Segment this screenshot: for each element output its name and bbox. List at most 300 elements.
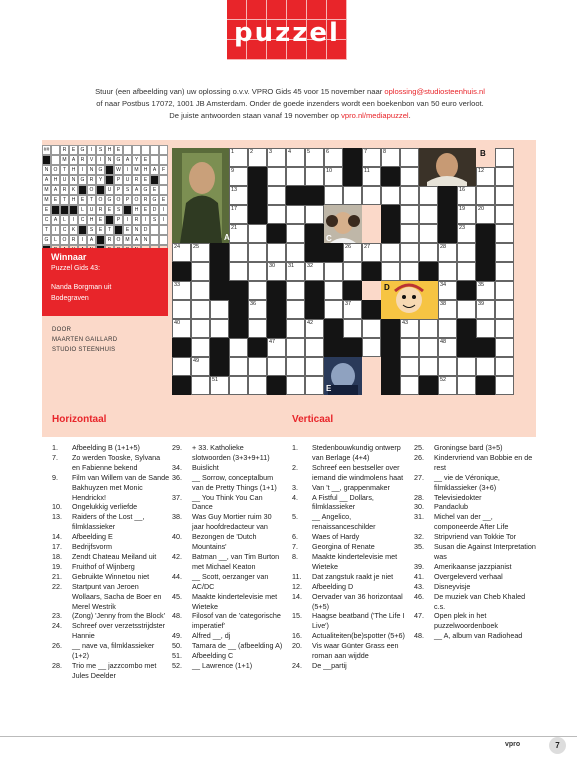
crossword-cell[interactable] — [267, 205, 286, 224]
clue-number: 1 — [231, 149, 235, 155]
mini-cell: H — [87, 215, 96, 225]
mini-cell: A — [51, 185, 60, 195]
mini-cell: T — [60, 165, 69, 175]
mini-cell: L — [60, 215, 69, 225]
mini-cell: R — [132, 215, 141, 225]
crossword-block — [381, 357, 400, 376]
mini-cell — [78, 185, 87, 195]
mini-cell: L — [51, 235, 60, 245]
clue-number: 19 — [459, 206, 466, 212]
crossword-cell[interactable] — [267, 186, 286, 205]
crossword-block — [381, 338, 400, 357]
crossword-cell[interactable] — [495, 262, 514, 281]
mini-cell: I — [141, 215, 150, 225]
crossword-cell[interactable] — [438, 262, 457, 281]
crossword-cell[interactable] — [248, 262, 267, 281]
crossword-cell[interactable] — [324, 167, 343, 186]
crossword-cell[interactable] — [191, 300, 210, 319]
mini-cell: N — [141, 235, 150, 245]
crossword-cell[interactable] — [400, 186, 419, 205]
crossword-cell[interactable] — [305, 262, 324, 281]
crossword-cell[interactable] — [343, 300, 362, 319]
crossword-cell[interactable] — [248, 224, 267, 243]
mini-cell: O — [96, 195, 105, 205]
crossword-cell[interactable] — [286, 357, 305, 376]
crossword-block — [476, 243, 495, 262]
crossword-cell[interactable] — [381, 262, 400, 281]
mini-cell — [150, 145, 159, 155]
crossword-cell[interactable] — [191, 319, 210, 338]
mini-cell — [132, 145, 141, 155]
clue-number: 49 — [193, 358, 200, 364]
mini-cell: M — [132, 165, 141, 175]
crossword-cell[interactable] — [191, 243, 210, 262]
mini-cell: A — [132, 185, 141, 195]
crossword-cell[interactable] — [476, 357, 495, 376]
crossword-cell[interactable] — [267, 357, 286, 376]
mini-cell: H — [105, 145, 114, 155]
crossword-cell[interactable] — [172, 300, 191, 319]
mini-cell — [78, 225, 87, 235]
crossword-cell[interactable] — [495, 148, 514, 167]
crossword-block — [267, 281, 286, 300]
mini-cell: E — [51, 195, 60, 205]
crossword-cell[interactable] — [305, 167, 324, 186]
clue-item: 43. Disneyvisje — [414, 581, 471, 591]
solution-link[interactable]: vpro.nl/mediapuzzel — [341, 111, 409, 120]
mini-cell — [51, 145, 60, 155]
crossword-cell[interactable] — [324, 300, 343, 319]
crossword-block — [210, 357, 229, 376]
clue-number: 7 — [364, 149, 368, 155]
crossword-cell[interactable] — [419, 338, 438, 357]
mini-cell — [150, 235, 159, 245]
winner-title: Winnaar — [51, 252, 87, 262]
intro-text: Stuur (een afbeelding van) uw oplossing o.v.v. VPRO Gids 45 voor 15 november naar oplossing@studiosteenhuis.nl of naar Postbus 17072, 1001 JB Amsterdam. Onder de goede inzenders wordt een boekenbon van 50 euro verloot. De juiste antwoorden staan vanaf 19 november op vpro.nl/mediapuzzel. — [40, 86, 540, 122]
crossword-block — [248, 338, 267, 357]
crossword-cell[interactable] — [229, 243, 248, 262]
mini-cell: R — [87, 175, 96, 185]
crossword-cell[interactable] — [305, 357, 324, 376]
crossword-cell[interactable] — [248, 148, 267, 167]
clue-number: 5 — [307, 149, 311, 155]
crossword-cell[interactable] — [172, 243, 191, 262]
crossword-block — [324, 319, 343, 338]
clue-number: 24 — [174, 244, 181, 250]
mini-cell: M — [60, 155, 69, 165]
clue-number: 21 — [231, 225, 238, 231]
crossword-cell[interactable] — [495, 357, 514, 376]
crossword-cell[interactable] — [172, 319, 191, 338]
crossword-cell[interactable] — [324, 186, 343, 205]
crossword-cell[interactable] — [495, 167, 514, 186]
clue-item: 13. Raiders of the Lost __, filmklassieker — [52, 512, 145, 532]
mini-cell — [105, 165, 114, 175]
crossword-cell[interactable] — [457, 262, 476, 281]
crossword-cell[interactable] — [343, 319, 362, 338]
crossword-cell[interactable] — [438, 281, 457, 300]
crossword-cell[interactable] — [305, 205, 324, 224]
mini-cell: I — [87, 145, 96, 155]
vertical-clues-2 — [414, 443, 536, 641]
clue-number: 11 — [364, 168, 370, 174]
crossword-cell[interactable] — [381, 186, 400, 205]
mini-cell: E — [69, 145, 78, 155]
crossword-block — [343, 167, 362, 186]
mini-cell: E — [114, 145, 123, 155]
crossword-cell[interactable] — [248, 376, 267, 395]
crossword-cell[interactable] — [229, 262, 248, 281]
mini-cell: P — [114, 175, 123, 185]
crossword-cell[interactable] — [343, 186, 362, 205]
crossword-cell[interactable] — [324, 262, 343, 281]
clue-number: 27 — [364, 244, 371, 250]
mini-cell: H — [51, 175, 60, 185]
crossword-cell[interactable] — [362, 186, 381, 205]
crossword-block — [305, 243, 324, 262]
crossword-cell[interactable] — [400, 319, 419, 338]
picture-d-label: D — [384, 283, 390, 292]
crossword-cell[interactable] — [495, 300, 514, 319]
clue-item: 15. Haagse beatband ('The Life I Live') — [292, 611, 405, 631]
mini-cell — [42, 155, 51, 165]
mini-cell: R — [78, 155, 87, 165]
winner-box — [42, 248, 168, 316]
crossword-cell[interactable] — [476, 167, 495, 186]
crossword-block — [476, 224, 495, 243]
clue-item: 2. Schreef een bestseller over iemand die windmolens haat — [292, 462, 404, 482]
mini-cell — [150, 225, 159, 235]
mini-cell: E — [78, 195, 87, 205]
picture-b-label: B — [480, 149, 486, 158]
crossword-cell[interactable] — [400, 262, 419, 281]
crossword-cell[interactable] — [457, 243, 476, 262]
clue-item: 18. Zendt Chateau Meiland uit — [52, 551, 157, 561]
crossword-cell[interactable] — [229, 205, 248, 224]
mini-cell — [159, 225, 168, 235]
crossword-cell[interactable] — [419, 224, 438, 243]
crossword-cell[interactable] — [400, 167, 419, 186]
crossword-cell[interactable] — [191, 357, 210, 376]
clue-item: 7. Georgina of Renate — [292, 542, 375, 552]
crossword-cell[interactable] — [457, 186, 476, 205]
clue-number: 28 — [440, 244, 447, 250]
crossword-cell[interactable] — [495, 224, 514, 243]
crossword-block — [305, 186, 324, 205]
clue-number: 25 — [193, 244, 200, 250]
clue-number: 34 — [440, 282, 447, 288]
crossword-cell[interactable] — [495, 205, 514, 224]
clue-item: 48. Filosof van de 'categorische imperatief' — [172, 611, 281, 631]
picture-a — [172, 148, 229, 243]
mini-cell: E — [150, 185, 159, 195]
mini-cell: T — [42, 225, 51, 235]
credits: DOOR MAARTEN GAILLARD STUDIO STEENHUIS — [52, 327, 118, 353]
crossword-cell[interactable] — [286, 243, 305, 262]
intro-line-2: of naar Postbus 17072, 1001 JB Amsterdam. Onder de goede inzenders wordt een boekenbon van 50 euro verloot. — [96, 99, 484, 108]
mini-cell: C — [42, 215, 51, 225]
crossword-cell[interactable] — [286, 281, 305, 300]
picture-c-label: C — [326, 234, 332, 243]
mini-cell: R — [132, 175, 141, 185]
vertical-clues-1 — [292, 443, 410, 671]
clue-item: 5. __ Angelico, renaissanceschilder — [292, 512, 376, 532]
clue-item: 29. + 33. Katholieke slotwoorden (3+3+9+11) — [172, 443, 270, 462]
clue-item: 30. Pandaclub — [414, 502, 468, 512]
crossword-cell[interactable] — [343, 243, 362, 262]
crossword-cell[interactable] — [305, 148, 324, 167]
crossword-block — [343, 338, 362, 357]
crossword-cell[interactable] — [362, 243, 381, 262]
clue-item: 20. Vis waar Günter Grass een roman aan wijdde — [292, 641, 399, 661]
crossword-cell[interactable] — [476, 205, 495, 224]
clue-item: 39. Amerikaanse jazzpianist — [414, 561, 512, 571]
crossword-cell[interactable] — [229, 338, 248, 357]
mini-cell: T — [87, 195, 96, 205]
winner-subtitle: Puzzel Gids 43: — [51, 265, 101, 272]
crossword-cell[interactable] — [248, 357, 267, 376]
mini-cell — [150, 175, 159, 185]
crossword-block — [172, 262, 191, 281]
mini-cell: S — [96, 145, 105, 155]
mini-cell — [159, 175, 168, 185]
crossword-cell[interactable] — [476, 186, 495, 205]
mini-cell: A — [87, 235, 96, 245]
mini-cell: E — [123, 225, 132, 235]
crossword-cell[interactable] — [457, 205, 476, 224]
crossword-cell[interactable] — [438, 300, 457, 319]
mini-cell — [159, 155, 168, 165]
crossword-cell[interactable] — [286, 224, 305, 243]
crossword-block — [305, 300, 324, 319]
crossword-block — [210, 243, 229, 262]
crossword-cell[interactable] — [400, 243, 419, 262]
crossword-cell[interactable] — [305, 319, 324, 338]
crossword-block — [457, 338, 476, 357]
crossword-cell[interactable] — [286, 167, 305, 186]
clue-number: 10 — [326, 168, 333, 174]
crossword-cell[interactable] — [229, 186, 248, 205]
clue-number: 9 — [231, 168, 235, 174]
crossword-cell[interactable] — [305, 376, 324, 395]
clue-number: 47 — [269, 339, 276, 345]
mini-cell: R — [141, 195, 150, 205]
crossword-cell[interactable] — [438, 376, 457, 395]
crossword-block — [362, 300, 381, 319]
crossword-cell[interactable] — [248, 281, 267, 300]
clue-item: 45. Maakte kindertelevisie met Wieteke — [172, 591, 278, 611]
mini-cell: E — [96, 215, 105, 225]
clue-number: 20 — [478, 206, 485, 212]
crossword-cell[interactable] — [438, 357, 457, 376]
picture-e-label: E — [326, 384, 332, 393]
clue-number: 32 — [307, 263, 314, 269]
crossword-cell[interactable] — [476, 319, 495, 338]
crossword-cell[interactable] — [267, 243, 286, 262]
crossword-cell[interactable] — [248, 243, 267, 262]
crossword-cell[interactable] — [286, 205, 305, 224]
crossword-cell[interactable] — [248, 300, 267, 319]
crossword-block — [343, 148, 362, 167]
clue-number: 17 — [231, 206, 238, 212]
crossword-block — [381, 167, 400, 186]
mini-cell: C — [60, 225, 69, 235]
crossword-cell[interactable] — [286, 319, 305, 338]
clue-item: 47. Open plek in het puzzelwoordenboek — [414, 611, 498, 631]
mini-cell: N — [87, 165, 96, 175]
clue-number: 37 — [345, 301, 352, 307]
clue-item: 17. Bedrijfsvorm — [52, 542, 112, 552]
mini-cell: I — [123, 215, 132, 225]
clue-item: 1. Stedenbouwkundig ontwerp van Berlage (4+4) — [292, 443, 401, 462]
clue-number: 38 — [440, 301, 447, 307]
crossword-cell[interactable] — [172, 357, 191, 376]
mini-cell: K — [69, 225, 78, 235]
crossword-cell[interactable] — [362, 148, 381, 167]
crossword-cell[interactable] — [362, 338, 381, 357]
crossword-cell[interactable] — [457, 376, 476, 395]
mini-cell: R — [60, 145, 69, 155]
clue-item: 38. Was Guy Mortier ruim 30 jaar hoofdredacteur van — [172, 512, 272, 532]
crossword-cell[interactable] — [286, 338, 305, 357]
clue-item: 14. Oervader van 36 horizontaal (5+5) — [292, 591, 403, 611]
crossword-cell[interactable] — [267, 167, 286, 186]
clue-item: 25. Groningse bard (3+5) — [414, 443, 503, 452]
clue-item: 28. Televisiedokter — [414, 492, 482, 502]
crossword-cell[interactable] — [495, 281, 514, 300]
crossword-cell[interactable] — [381, 243, 400, 262]
crossword-block — [438, 205, 457, 224]
crossword-cell[interactable] — [210, 376, 229, 395]
mini-cell: A — [150, 165, 159, 175]
crossword-cell[interactable] — [229, 148, 248, 167]
crossword-cell[interactable] — [381, 148, 400, 167]
crossword-cell[interactable] — [229, 224, 248, 243]
crossword-cell[interactable] — [419, 243, 438, 262]
crossword-cell[interactable] — [248, 319, 267, 338]
crossword-cell[interactable] — [495, 319, 514, 338]
crossword-cell[interactable] — [419, 357, 438, 376]
mini-cell — [141, 145, 150, 155]
crossword-cell[interactable] — [191, 262, 210, 281]
crossword-cell[interactable] — [343, 262, 362, 281]
crossword-cell[interactable] — [457, 300, 476, 319]
crossword-cell[interactable] — [438, 338, 457, 357]
mini-cell: R — [96, 205, 105, 215]
mini-cell: I — [159, 205, 168, 215]
crossword-block — [172, 376, 191, 395]
crossword-cell[interactable] — [495, 186, 514, 205]
clue-number: 13 — [231, 187, 238, 193]
crossword-cell[interactable] — [362, 167, 381, 186]
crossword-cell[interactable] — [400, 357, 419, 376]
crossword-cell[interactable] — [267, 148, 286, 167]
crossword-cell[interactable] — [457, 357, 476, 376]
crossword-cell[interactable] — [324, 281, 343, 300]
mini-cell — [114, 225, 123, 235]
mini-cell: H — [141, 165, 150, 175]
crossword-cell[interactable] — [362, 319, 381, 338]
crossword-cell[interactable] — [191, 338, 210, 357]
crossword-cell[interactable] — [495, 338, 514, 357]
crossword-cell[interactable] — [457, 224, 476, 243]
mini-cell: O — [132, 195, 141, 205]
crossword-cell[interactable] — [438, 319, 457, 338]
crossword-cell[interactable] — [229, 357, 248, 376]
crossword-cell[interactable] — [400, 148, 419, 167]
crossword-cell[interactable] — [400, 205, 419, 224]
crossword-cell[interactable] — [324, 148, 343, 167]
crossword-block — [305, 224, 324, 243]
crossword-cell[interactable] — [438, 243, 457, 262]
crossword-cell[interactable] — [210, 300, 229, 319]
mini-cell: R — [60, 185, 69, 195]
crossword-cell[interactable] — [400, 338, 419, 357]
previous-solution-grid — [42, 145, 168, 245]
mini-cell: N — [69, 175, 78, 185]
clue-item: 11. Dat zangstuk raakt je niet — [292, 571, 394, 581]
clue-item: 26. Kindervriend van Bobbie en de rest — [414, 452, 533, 472]
mini-cell: M — [42, 195, 51, 205]
clue-item: 37. __ You Think You Can Dance — [172, 492, 263, 512]
crossword-cell[interactable] — [476, 281, 495, 300]
mini-cell: G — [78, 145, 87, 155]
mini-cell: U — [87, 205, 96, 215]
clue-item: 28. Trio me __ jazzcombo met Jules Deelder — [52, 660, 157, 680]
crossword-cell[interactable] — [286, 300, 305, 319]
crossword-cell[interactable] — [229, 376, 248, 395]
crossword-cell[interactable] — [229, 167, 248, 186]
clue-item: 23. (Zong) 'Jenny from the Block' — [52, 611, 166, 621]
crossword-cell[interactable] — [495, 376, 514, 395]
crossword-cell[interactable] — [286, 262, 305, 281]
mini-cell: G — [114, 155, 123, 165]
crossword-cell[interactable] — [495, 243, 514, 262]
picture-a-label: A — [224, 233, 230, 242]
mini-cell: K — [69, 185, 78, 195]
crossword-block — [343, 281, 362, 300]
crossword-cell[interactable] — [419, 319, 438, 338]
crossword-cell[interactable] — [419, 205, 438, 224]
crossword-block — [381, 224, 400, 243]
email-link[interactable]: oplossing@studiosteenhuis.nl — [384, 87, 485, 96]
mini-cell: G — [96, 165, 105, 175]
crossword-cell[interactable] — [172, 281, 191, 300]
mini-cell: G — [78, 175, 87, 185]
crossword-cell[interactable] — [267, 262, 286, 281]
crossword-cell[interactable] — [476, 300, 495, 319]
crossword-cell[interactable] — [191, 376, 210, 395]
crossword-cell[interactable] — [400, 224, 419, 243]
mini-cell: R — [69, 235, 78, 245]
crossword-cell[interactable] — [419, 186, 438, 205]
crossword-cell[interactable] — [305, 338, 324, 357]
clue-item: 35. Susan die Against Interpretation was — [414, 542, 536, 561]
clue-number: 36 — [250, 301, 257, 307]
intro-line-3: De juiste antwoorden staan vanaf 19 november op — [169, 111, 342, 120]
crossword-block — [381, 205, 400, 224]
crossword-cell[interactable] — [191, 281, 210, 300]
crossword-cell[interactable] — [286, 148, 305, 167]
crossword-block — [172, 338, 191, 357]
crossword-cell[interactable] — [286, 376, 305, 395]
clue-number: 43 — [402, 320, 409, 326]
crossword-cell[interactable] — [210, 319, 229, 338]
crossword-cell[interactable] — [267, 338, 286, 357]
clue-item: 22. Startpunt van Jeroen Wollaars, Sacha de Boer en Merel Westrik — [52, 581, 162, 611]
crossword-cell[interactable] — [400, 376, 419, 395]
mini-cell: W — [114, 165, 123, 175]
